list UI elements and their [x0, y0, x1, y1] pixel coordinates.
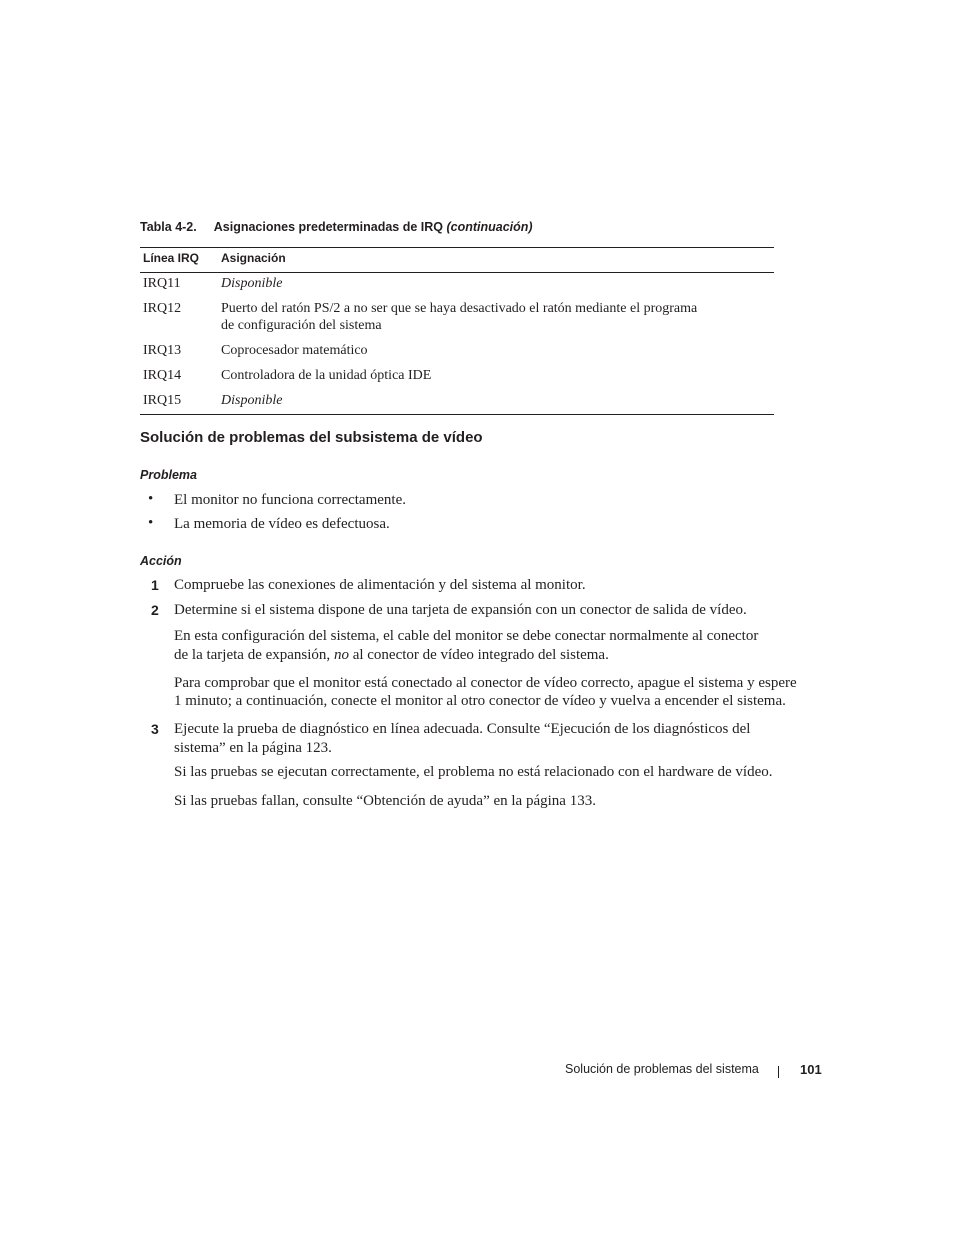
table-caption [140, 220, 533, 234]
problem-item-1: El monitor no funciona correctamente. [174, 492, 406, 508]
table-caption-number: Tabla 4-2. [140, 220, 197, 234]
step-3-text: Ejecute la prueba de diagnóstico en línea adecuada. Consulte “Ejecución de los diagnósticos del [174, 721, 751, 737]
table-row-3-assignment: Coprocesador matemático [221, 343, 368, 358]
step-2-para-1-line-2 [174, 646, 609, 665]
table-header-assignment: Asignación [221, 251, 286, 265]
table-row-1-assignment: Disponible [221, 276, 283, 291]
step-2-para-1-line-2-post: al conector de vídeo integrado del sistema. [348, 647, 609, 663]
problem-label: Problema [140, 468, 197, 482]
action-label: Acción [140, 554, 182, 568]
step-1-number: 1 [151, 577, 159, 593]
footer-chapter-title: Solución de problemas del sistema [565, 1062, 759, 1076]
table-header-rule [140, 272, 774, 273]
step-2-number: 2 [151, 602, 159, 618]
step-2-para-1-emphasis: no [333, 647, 349, 663]
table-row-2-line: IRQ12 [143, 301, 182, 316]
step-2-para-2-line-1: Para comprobar que el monitor está conectado al conector de vídeo correcto, apague el sistema y espere [174, 675, 797, 691]
table-row-4-line: IRQ14 [143, 368, 182, 383]
table-row-4-assignment: Controladora de la unidad óptica IDE [221, 368, 432, 383]
bullet-icon: • [148, 515, 154, 531]
table-row-5-line: IRQ15 [143, 393, 182, 408]
footer-separator [778, 1066, 779, 1078]
step-3-para-2: Si las pruebas fallan, consulte “Obtención de ayuda” en la página 133. [174, 793, 596, 809]
problem-item-2: La memoria de vídeo es defectuosa. [174, 516, 390, 532]
table-row-2-assignment-cont: de configuración del sistema [221, 318, 382, 333]
table-row-2-assignment: Puerto del ratón PS/2 a no ser que se haya desactivado el ratón mediante el programa [221, 301, 698, 316]
step-3-number: 3 [151, 721, 159, 737]
step-2-para-2-line-2: 1 minuto; a continuación, conecte el monitor al otro conector de vídeo y vuelva a encender el sistema. [174, 693, 786, 709]
table-row-5-assignment: Disponible [221, 393, 283, 408]
table-caption-title: Asignaciones predeterminadas de IRQ [213, 220, 443, 234]
section-heading: Solución de problemas del subsistema de vídeo [140, 429, 483, 446]
step-1-text: Compruebe las conexiones de alimentación y del sistema al monitor. [174, 577, 586, 593]
step-2-para-1-line-2-pre: de la tarjeta de expansión, [174, 647, 334, 663]
step-2-text: Determine si el sistema dispone de una tarjeta de expansión con un conector de salida de vídeo. [174, 602, 747, 618]
table-row-1-line: IRQ11 [143, 276, 181, 291]
table-row-3-line: IRQ13 [143, 343, 182, 358]
footer-page-number: 101 [800, 1062, 822, 1077]
table-header-line: Línea IRQ [143, 251, 200, 265]
step-3-text-cont: sistema” en la página 123. [174, 740, 332, 756]
table-caption-continued: (continuación) [446, 220, 533, 234]
step-3-para-1: Si las pruebas se ejecutan correctamente, el problema no está relacionado con el hardware de vídeo. [174, 764, 773, 780]
table-bottom-rule [140, 414, 774, 415]
step-2-para-1-line-1: En esta configuración del sistema, el cable del monitor se debe conectar normalmente al conector [174, 628, 759, 644]
bullet-icon: • [148, 491, 154, 507]
table-top-rule [140, 247, 774, 248]
